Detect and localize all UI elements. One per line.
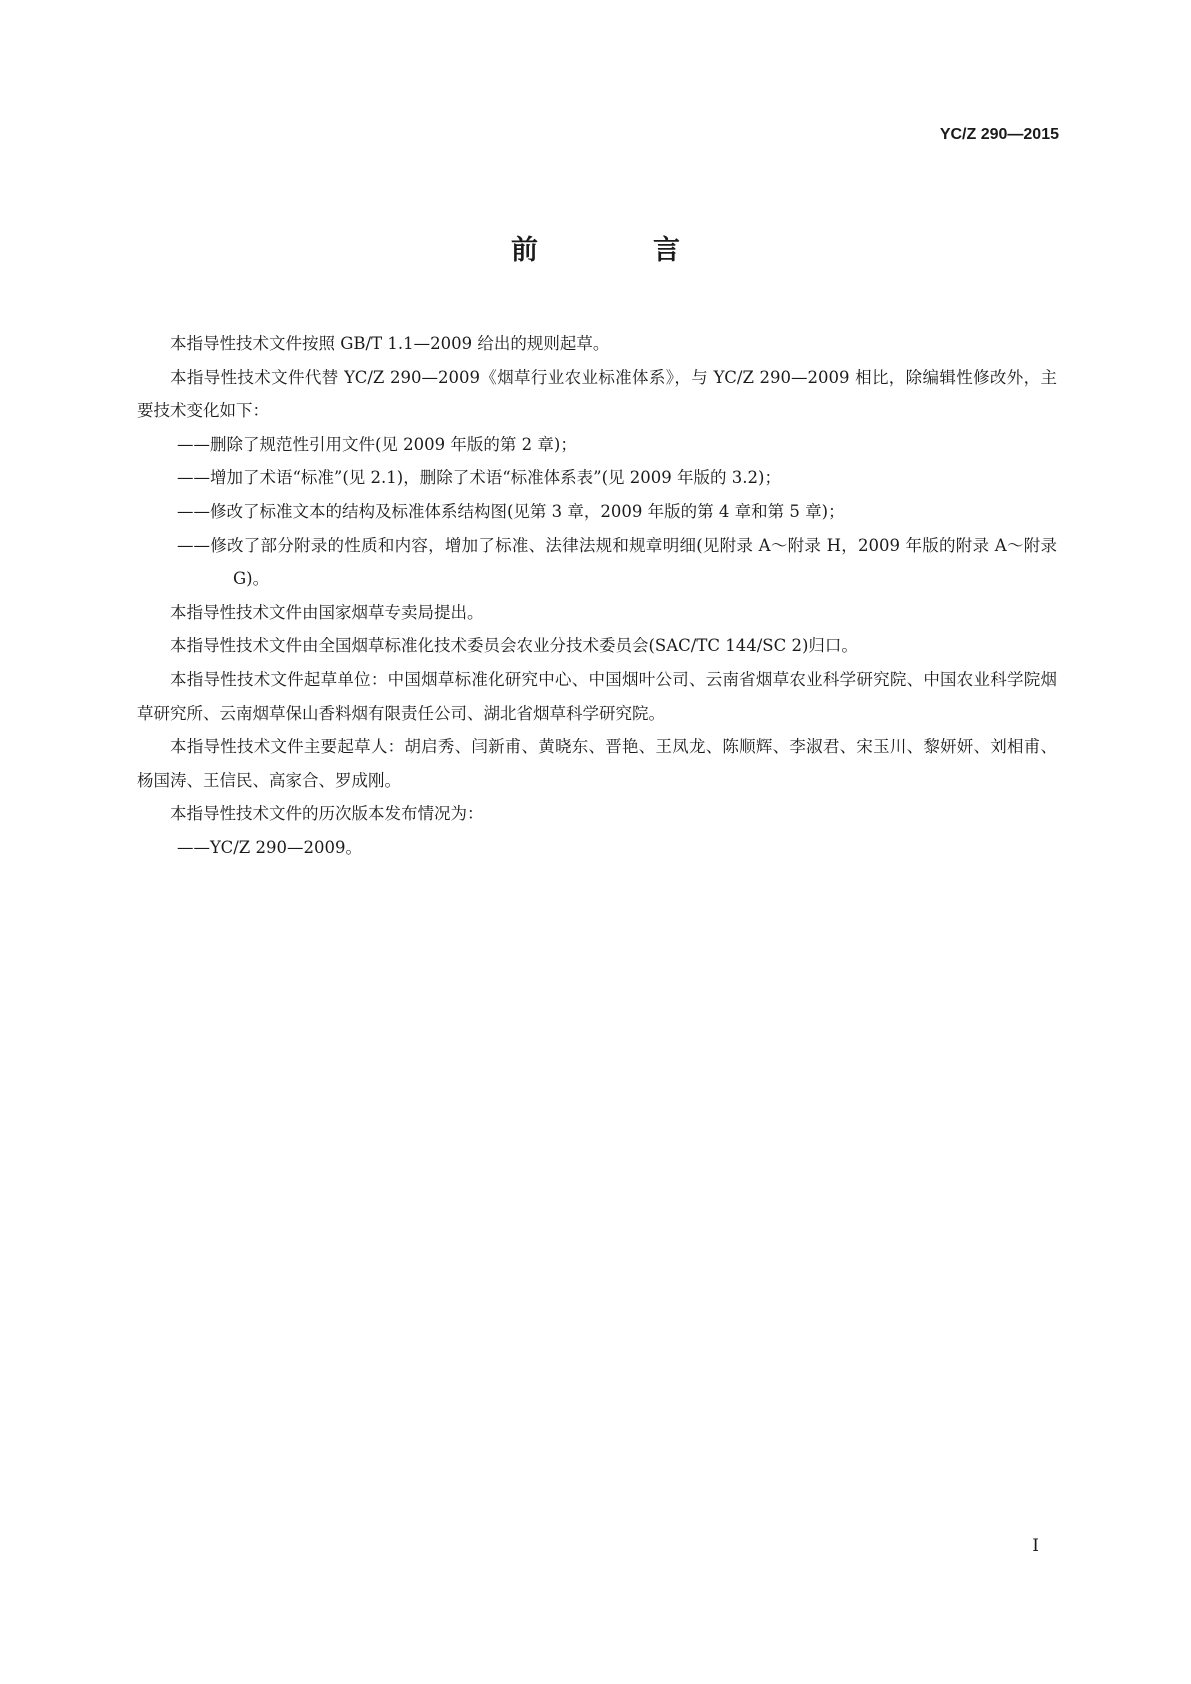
change-item-2: ——增加了术语“标准”(见 2.1)，删除了术语“标准体系表”(见 2009 年版的 3.2)； — [177, 468, 781, 488]
foreword-body — [137, 327, 1057, 865]
paragraph-drafters: 本指导性技术文件主要起草人：胡启秀、闫新甫、黄晓东、晋艳、王凤龙、陈顺辉、李淑君、宋玉川、黎妍妍、刘相甫、杨国涛、王信民、高家合、罗成刚。 — [137, 737, 1057, 790]
change-item-4: ——修改了部分附录的性质和内容，增加了标准、法律法规和规章明细(见附录 A～附录 H，2009 年版的附录 A～附录 G)。 — [177, 535, 1057, 589]
paragraph-proposed-by: 本指导性技术文件由国家烟草专卖局提出。 — [170, 602, 484, 622]
paragraph-drafting-units: 本指导性技术文件起草单位：中国烟草标准化研究中心、中国烟叶公司、云南省烟草农业科学研究院、中国农业科学院烟草研究所、云南烟草保山香料烟有限责任公司、湖北省烟草科学研究院。 — [137, 669, 1057, 723]
paragraph-managed-by: 本指导性技术文件由全国烟草标准化技术委员会农业分技术委员会(SAC/TC 144/SC 2)归口。 — [170, 636, 858, 656]
version-history-item: ——YC/Z 290—2009。 — [177, 837, 362, 857]
change-item-3: ——修改了标准文本的结构及标准体系结构图(见第 3 章，2009 年版的第 4 章和第 5 章)； — [177, 501, 845, 521]
paragraph-version-history: 本指导性技术文件的历次版本发布情况为： — [170, 804, 484, 824]
paragraph-replacement: 本指导性技术文件代替 YC/Z 290—2009《烟草行业农业标准体系》，与 YC/Z 290—2009 相比，除编辑性修改外，主要技术变化如下： — [137, 367, 1057, 421]
page-title: 前 言 — [511, 235, 724, 266]
document-code: YC/Z 290—2015 — [939, 126, 1059, 143]
change-item-1: ——删除了规范性引用文件(见 2009 年版的第 2 章)； — [177, 434, 577, 454]
paragraph-drafting-rules: 本指导性技术文件按照 GB/T 1.1—2009 给出的规则起草。 — [170, 334, 610, 353]
page-number: I — [1032, 1536, 1039, 1556]
